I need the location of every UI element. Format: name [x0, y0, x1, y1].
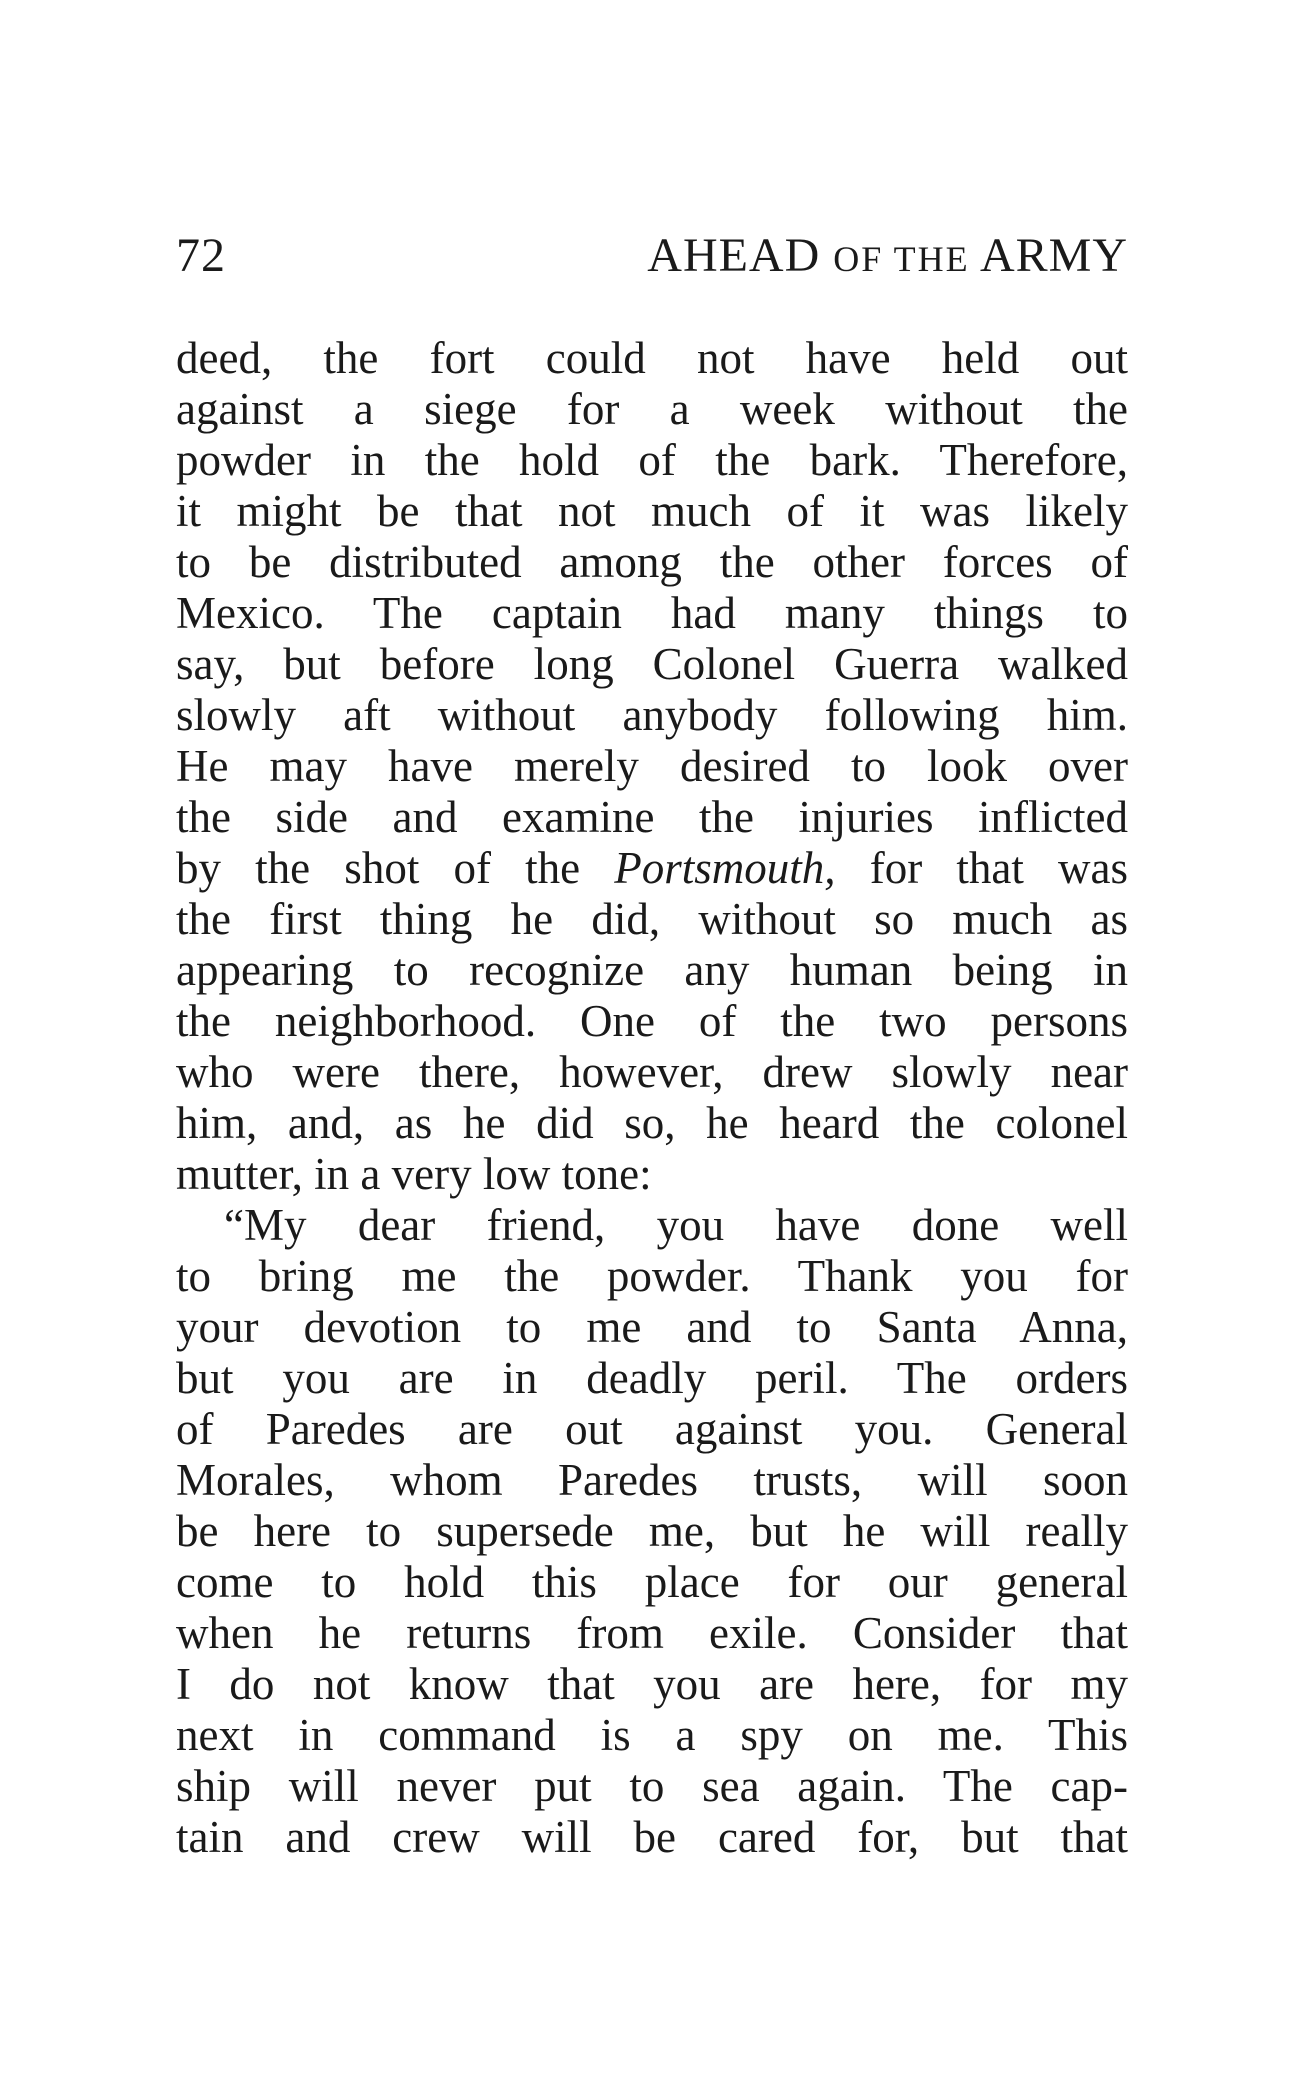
text-line: be here to supersede me, but he will really — [176, 1506, 1128, 1556]
text-line: powder in the hold of the bark. Therefore, — [176, 435, 1128, 485]
text-line: against a siege for a week without the — [176, 384, 1128, 434]
text-line: Mexico. The captain had many things to — [176, 588, 1128, 638]
text-line: I do not know that you are here, for my — [176, 1659, 1128, 1709]
text-line: it might be that not much of it was likely — [176, 486, 1128, 536]
text-line: come to hold this place for our general — [176, 1557, 1128, 1607]
text-line: when he returns from exile. Consider that — [176, 1608, 1128, 1658]
text-line: who were there, however, drew slowly near — [176, 1047, 1128, 1097]
text-line: He may have merely desired to look over — [176, 741, 1128, 791]
text-line: deed, the fort could not have held out — [176, 333, 1128, 383]
text-line: the side and examine the injuries inflicted — [176, 792, 1128, 842]
body-text — [176, 333, 1128, 1863]
text-line: mutter, in a very low tone: — [176, 1149, 652, 1199]
text-line: next in command is a spy on me. This — [176, 1710, 1128, 1760]
text-line: the first thing he did, without so much as — [176, 894, 1128, 944]
book-title — [647, 226, 1128, 289]
ship-name: Portsmouth, — [614, 843, 836, 893]
text-line: say, but before long Colonel Guerra walked — [176, 639, 1128, 689]
text-line: to bring me the powder. Thank you for — [176, 1251, 1128, 1301]
book-title-part: ARMY — [969, 229, 1128, 282]
page-number: 72 — [176, 229, 226, 282]
text-line: tain and crew will be cared for, but that — [176, 1812, 1128, 1862]
text-line: Morales, whom Paredes trusts, will soon — [176, 1455, 1128, 1505]
text-line: to be distributed among the other forces of — [176, 537, 1128, 587]
text-line: your devotion to me and to Santa Anna, — [176, 1302, 1128, 1352]
text-line — [176, 843, 1128, 894]
running-head — [176, 226, 1128, 286]
text-line: “My dear friend, you have done well — [224, 1200, 1128, 1250]
text-line: but you are in deadly peril. The orders — [176, 1353, 1128, 1403]
text-line: slowly aft without anybody following him. — [176, 690, 1128, 740]
book-title-smallcaps: OF THE — [833, 239, 970, 279]
text-segment: for that was — [835, 843, 1128, 893]
text-segment: by the shot of the — [176, 843, 615, 893]
text-line: appearing to recognize any human being in — [176, 945, 1128, 995]
text-line: of Paredes are out against you. General — [176, 1404, 1128, 1454]
text-line: ship will never put to sea again. The cap- — [176, 1761, 1128, 1811]
book-title-part: AHEAD — [647, 229, 834, 282]
text-line: him, and, as he did so, he heard the colonel — [176, 1098, 1128, 1148]
text-line: the neighborhood. One of the two persons — [176, 996, 1128, 1046]
